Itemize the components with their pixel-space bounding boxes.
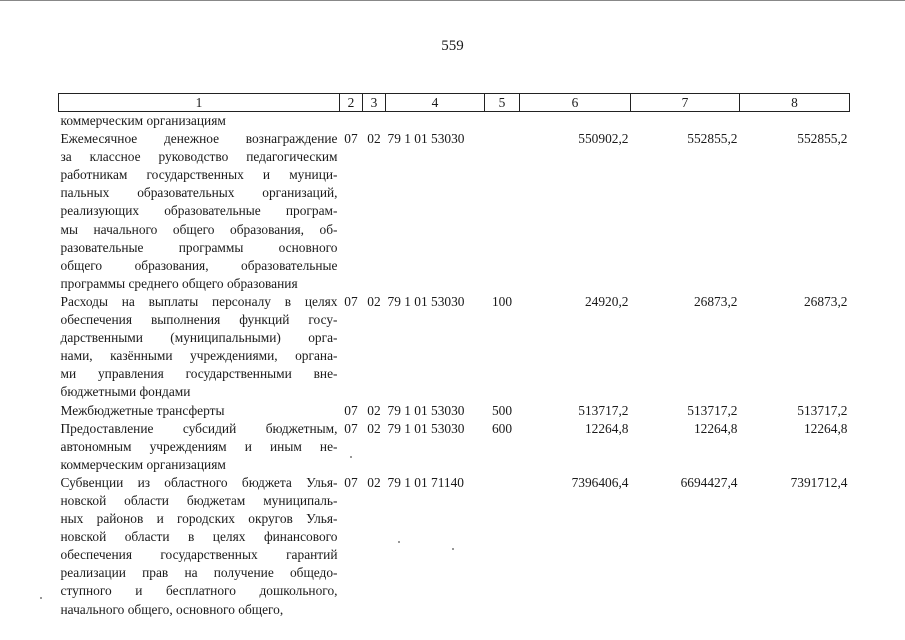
scan-speck <box>350 456 352 458</box>
header-col-4: 4 <box>386 94 485 112</box>
header-col-5: 5 <box>485 94 520 112</box>
section-code: 07 <box>344 131 358 147</box>
description-line: обеспечения государственных гарантий <box>60 547 338 563</box>
row-description <box>59 420 340 474</box>
amount-col-7: 12264,8 <box>693 420 738 436</box>
description-line: коммерческим организациям <box>60 113 226 128</box>
amount-col-7: 26873,2 <box>693 293 738 309</box>
description-line: общего образования, образовательные <box>60 257 338 273</box>
target-article-code: 79 1 01 53030 <box>387 293 465 309</box>
description-line: бюджетными фондами <box>60 384 191 400</box>
scan-top-edge <box>0 0 905 7</box>
table-body <box>59 112 850 619</box>
scan-speck <box>452 548 454 550</box>
description-line: пальных образовательных организаций, <box>60 185 338 201</box>
description-line: Ежемесячное денежное вознаграждение <box>60 131 338 147</box>
header-col-6: 6 <box>520 94 631 112</box>
header-row <box>59 94 850 112</box>
target-article-code: 79 1 01 53030 <box>387 131 465 147</box>
header-col-3: 3 <box>363 94 386 112</box>
subsection-code: 02 <box>367 474 381 490</box>
description-line: Субвенции из областного бюджета Улья- <box>60 474 338 490</box>
subsection-code: 02 <box>367 420 381 436</box>
amount-col-6 <box>520 112 631 131</box>
amount-col-6: 550902,2 <box>578 131 629 147</box>
description-line: за классное руководство педагогическим <box>60 149 338 165</box>
page-number: 559 <box>441 38 464 54</box>
row-description <box>59 112 340 131</box>
description-line: ных районов и городских округов Улья- <box>60 511 338 527</box>
amount-col-8: 26873,2 <box>803 293 848 309</box>
expense-type-code: 600 <box>491 420 513 436</box>
expense-type-code: 500 <box>491 402 513 418</box>
header-col-2: 2 <box>340 94 363 112</box>
amount-col-8: 12264,8 <box>803 420 848 436</box>
description-line: автономным учреждениям и иным не- <box>60 438 338 454</box>
description-line: Расходы на выплаты персоналу в целях <box>60 293 338 309</box>
description-line: ступного и бесплатного дошкольного, <box>60 583 338 599</box>
header-col-1: 1 <box>59 94 340 112</box>
expense-type-code: 100 <box>491 293 513 309</box>
budget-table <box>58 93 850 619</box>
subsection-code: 02 <box>367 402 381 418</box>
amount-col-7: 513717,2 <box>687 402 738 418</box>
section-code: 07 <box>344 293 358 309</box>
target-article-code: 79 1 01 71140 <box>387 474 464 490</box>
description-line: Межбюджетные трансферты <box>60 402 225 418</box>
row-description <box>59 474 340 619</box>
description-line: коммерческим организациям <box>60 456 226 472</box>
table-row <box>59 130 850 293</box>
table-row <box>59 420 850 474</box>
row-description <box>59 402 340 420</box>
row-description <box>59 130 340 293</box>
amount-col-8: 7391712,4 <box>790 474 848 490</box>
expense-type-code <box>485 130 520 293</box>
row-description <box>59 293 340 402</box>
amount-col-7: 6694427,4 <box>680 474 738 490</box>
section-code: 07 <box>344 474 358 490</box>
expense-type-code <box>485 112 520 131</box>
description-line: начального общего, основного общего, <box>60 601 284 617</box>
description-line: новской области в целях финансового <box>60 529 338 545</box>
section-code: 07 <box>344 420 358 436</box>
section-code: 07 <box>344 402 358 418</box>
amount-col-6: 513717,2 <box>578 402 629 418</box>
section-code <box>340 112 363 131</box>
subsection-code: 02 <box>367 293 381 309</box>
target-article-code <box>386 112 485 131</box>
table-row <box>59 112 850 131</box>
description-line: работникам государственных и муници- <box>60 167 338 183</box>
description-line: мы начального общего образования, об- <box>60 221 338 237</box>
description-line: разовательные программы основного <box>60 239 338 255</box>
header-col-7: 7 <box>631 94 740 112</box>
description-line: реализующих образовательные програм- <box>60 203 338 219</box>
description-line: ми управления государственными вне- <box>60 366 338 382</box>
amount-col-8: 552855,2 <box>797 131 848 147</box>
description-line: нами, казёнными учреждениями, органа- <box>60 348 338 364</box>
amount-col-7: 552855,2 <box>687 131 738 147</box>
description-line: обеспечения выполнения функций госу- <box>60 312 338 328</box>
description-line: Предоставление субсидий бюджетным, <box>60 420 338 436</box>
table-header <box>59 94 850 112</box>
amount-col-6: 24920,2 <box>584 293 629 309</box>
description-line: реализации прав на получение общедо- <box>60 565 338 581</box>
target-article-code: 79 1 01 53030 <box>387 402 465 418</box>
scan-speck <box>40 597 42 599</box>
amount-col-6: 7396406,4 <box>571 474 629 490</box>
subsection-code <box>363 112 386 131</box>
subsection-code: 02 <box>367 131 381 147</box>
description-line: программы среднего общего образования <box>60 275 298 291</box>
target-article-code: 79 1 01 53030 <box>387 420 465 436</box>
table-row <box>59 474 850 619</box>
description-line: новской области бюджетам муниципаль- <box>60 492 338 508</box>
description-line: дарственными (муниципальными) орга- <box>60 330 338 346</box>
amount-col-6: 12264,8 <box>584 420 629 436</box>
amount-col-8: 513717,2 <box>797 402 848 418</box>
amount-col-8 <box>740 112 850 131</box>
header-col-8: 8 <box>740 94 850 112</box>
table-row <box>59 402 850 420</box>
table-row <box>59 293 850 402</box>
amount-col-7 <box>631 112 740 131</box>
expense-type-code <box>485 474 520 619</box>
scan-speck <box>398 541 400 543</box>
